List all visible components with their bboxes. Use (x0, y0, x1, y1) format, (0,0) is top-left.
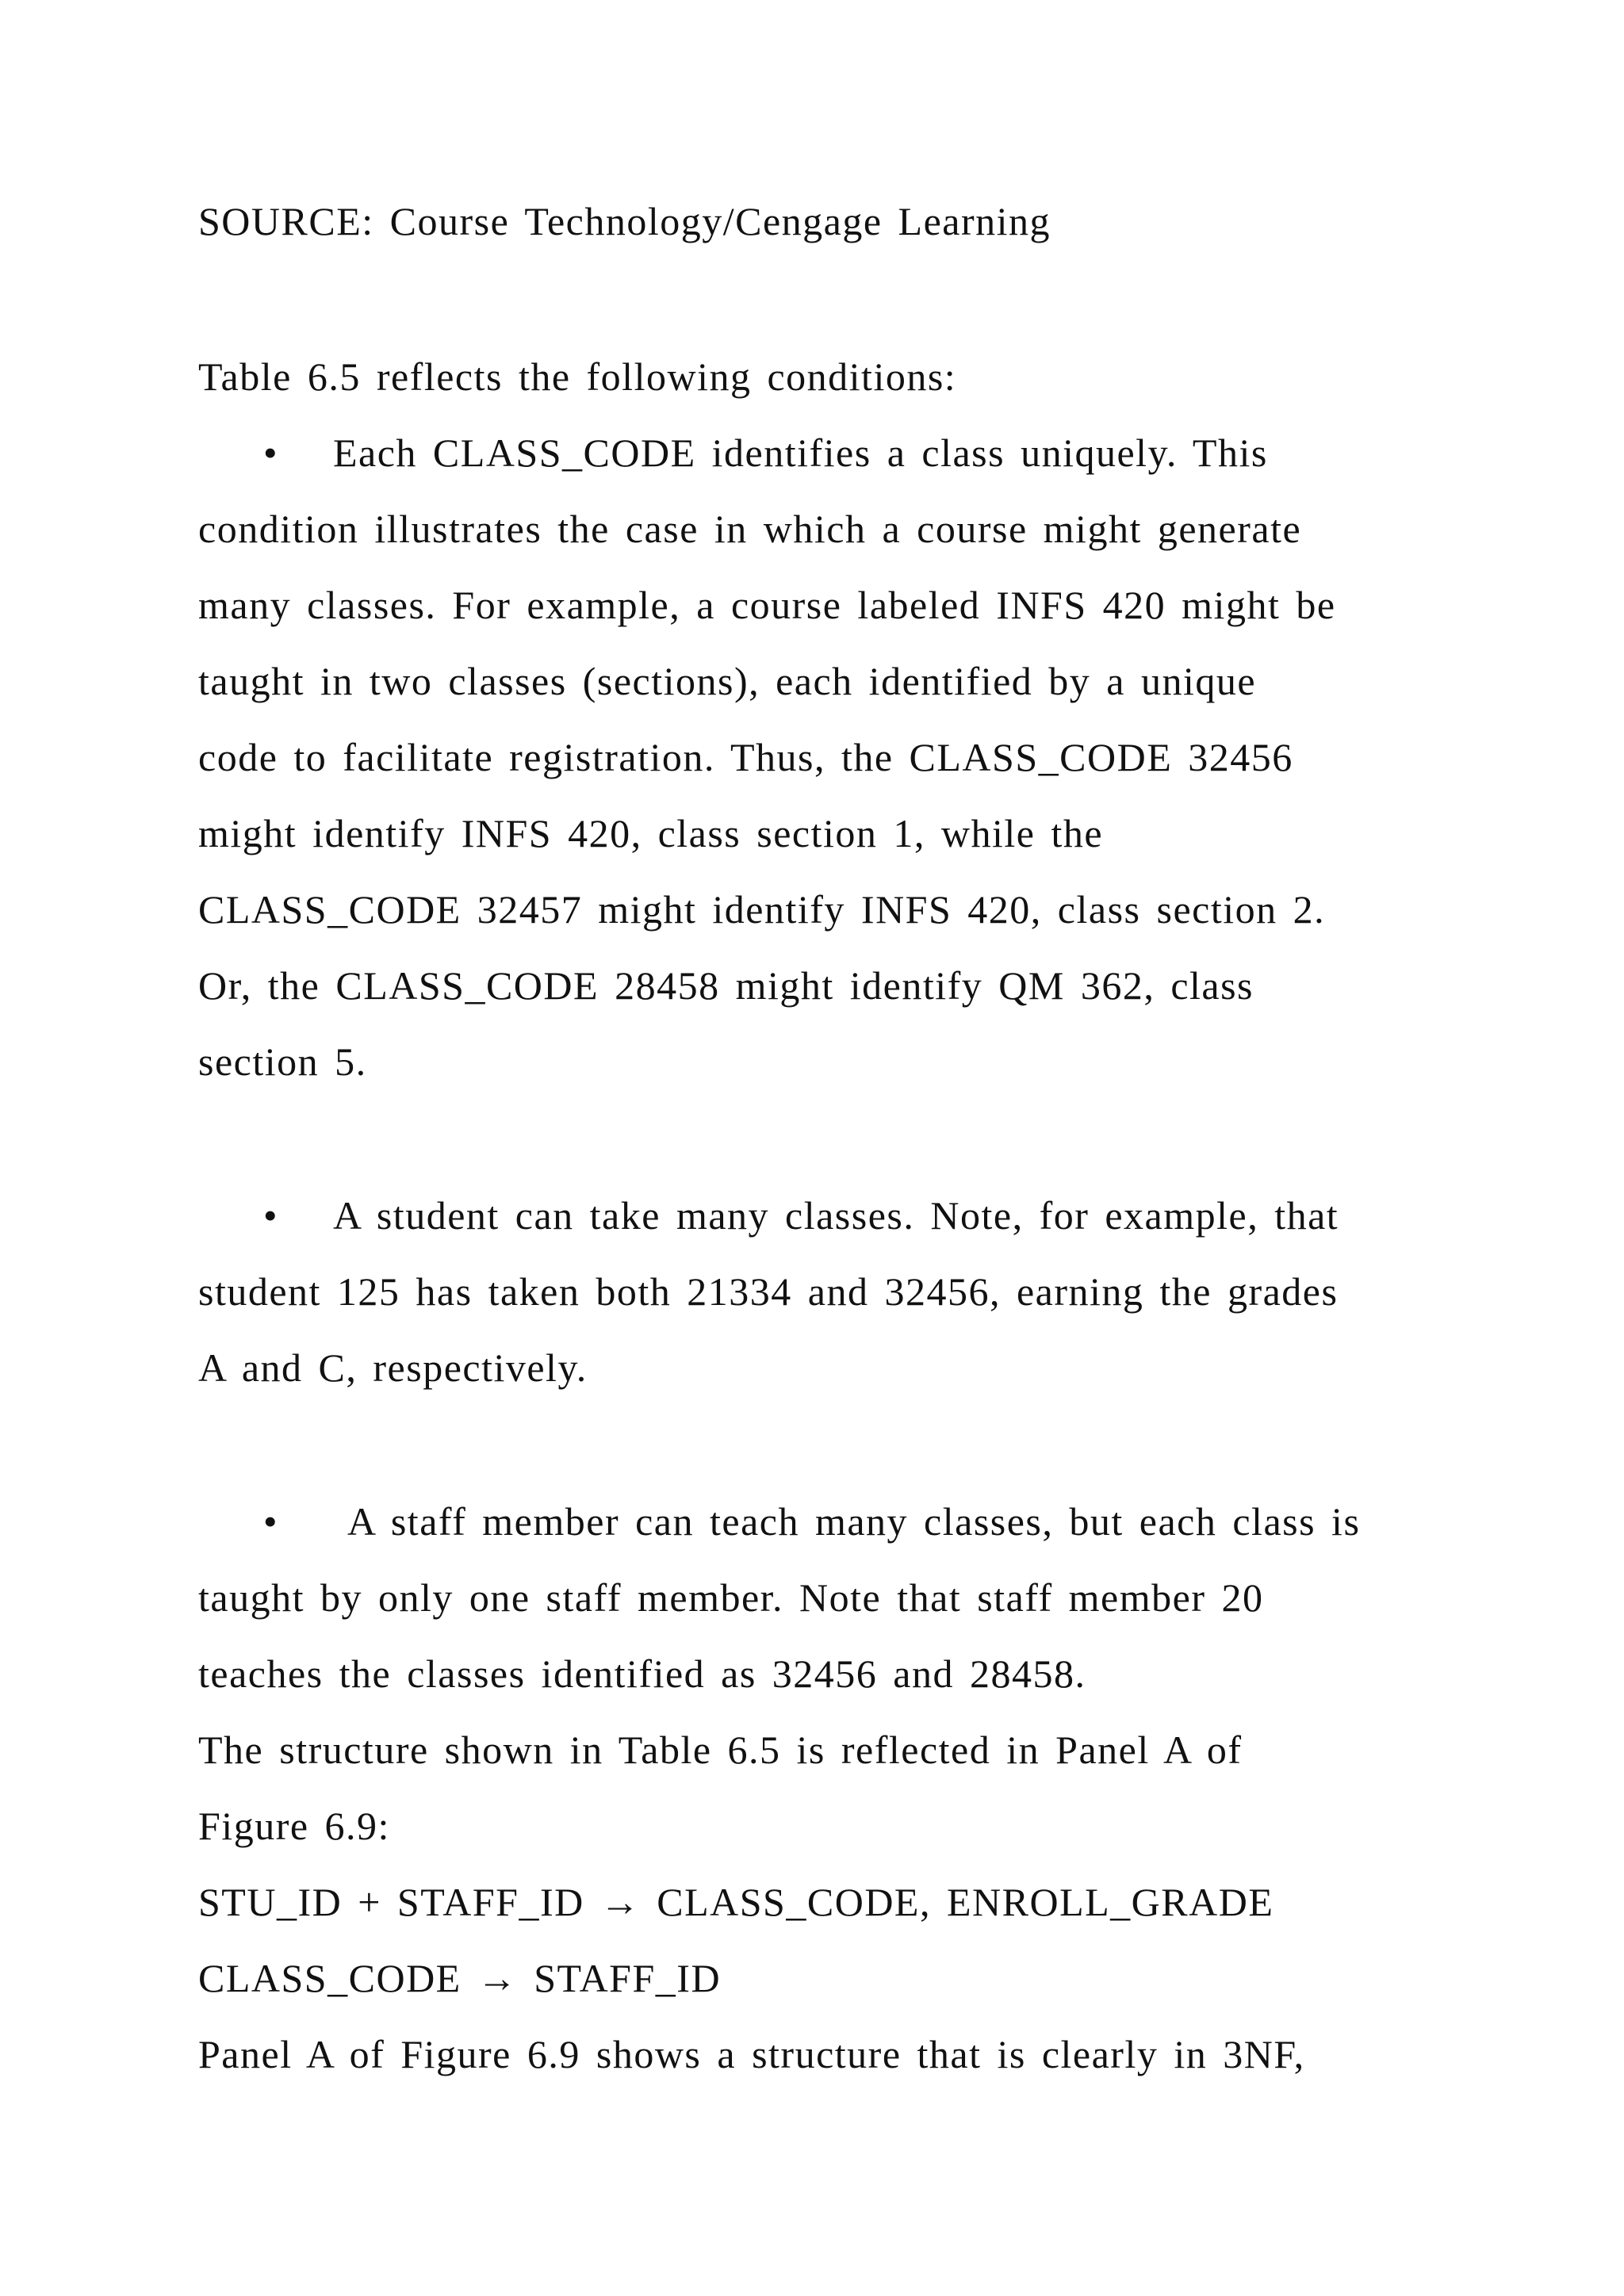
dependency-line-1: STU_ID + STAFF_ID → CLASS_CODE, ENROLL_GRADE (198, 1880, 1274, 1924)
source-line: SOURCE: Course Technology/Cengage Learning (198, 199, 1051, 243)
bullet-icon: • (263, 1193, 279, 1238)
bullet-text: A staff member can teach many classes, but each class is (347, 1499, 1361, 1544)
dependency-line-2: CLASS_CODE → STAFF_ID (198, 1956, 722, 2000)
text-line: teaches the classes identified as 32456 and 28458. (198, 1651, 1086, 1696)
text-line: might identify INFS 420, class section 1, while the (198, 811, 1104, 855)
text-line: condition illustrates the case in which a course might generate (198, 507, 1302, 551)
text-line: Panel A of Figure 6.9 shows a structure that is clearly in 3NF, (198, 2032, 1305, 2076)
text-line: code to facilitate registration. Thus, the CLASS_CODE 32456 (198, 735, 1293, 779)
text-line: Or, the CLASS_CODE 28458 might identify QM 362, class (198, 963, 1254, 1008)
text-line: A and C, respectively. (198, 1345, 588, 1390)
bullet-icon: • (263, 1499, 279, 1544)
text-line: taught in two classes (sections), each identified by a unique (198, 659, 1257, 703)
bullet-text: A student can take many classes. Note, for example, that (333, 1193, 1339, 1238)
text-line: CLASS_CODE 32457 might identify INFS 420, class section 2. (198, 887, 1326, 932)
text-line: Figure 6.9: (198, 1804, 390, 1848)
bullet-text: Each CLASS_CODE identifies a class uniquely. This (333, 430, 1268, 475)
bullet-item-2 (263, 1193, 1339, 1238)
text-line: The structure shown in Table 6.5 is reflected in Panel A of (198, 1728, 1243, 1772)
text-line: section 5. (198, 1039, 367, 1084)
text-line: taught by only one staff member. Note that staff member 20 (198, 1575, 1264, 1620)
intro-paragraph: Table 6.5 reflects the following conditions: (198, 354, 957, 399)
text-line: student 125 has taken both 21334 and 32456, earning the grades (198, 1269, 1339, 1314)
bullet-item-3 (263, 1499, 1361, 1544)
bullet-item-1 (263, 430, 1268, 475)
bullet-icon: • (263, 430, 279, 475)
text-line: many classes. For example, a course labeled INFS 420 might be (198, 583, 1336, 627)
